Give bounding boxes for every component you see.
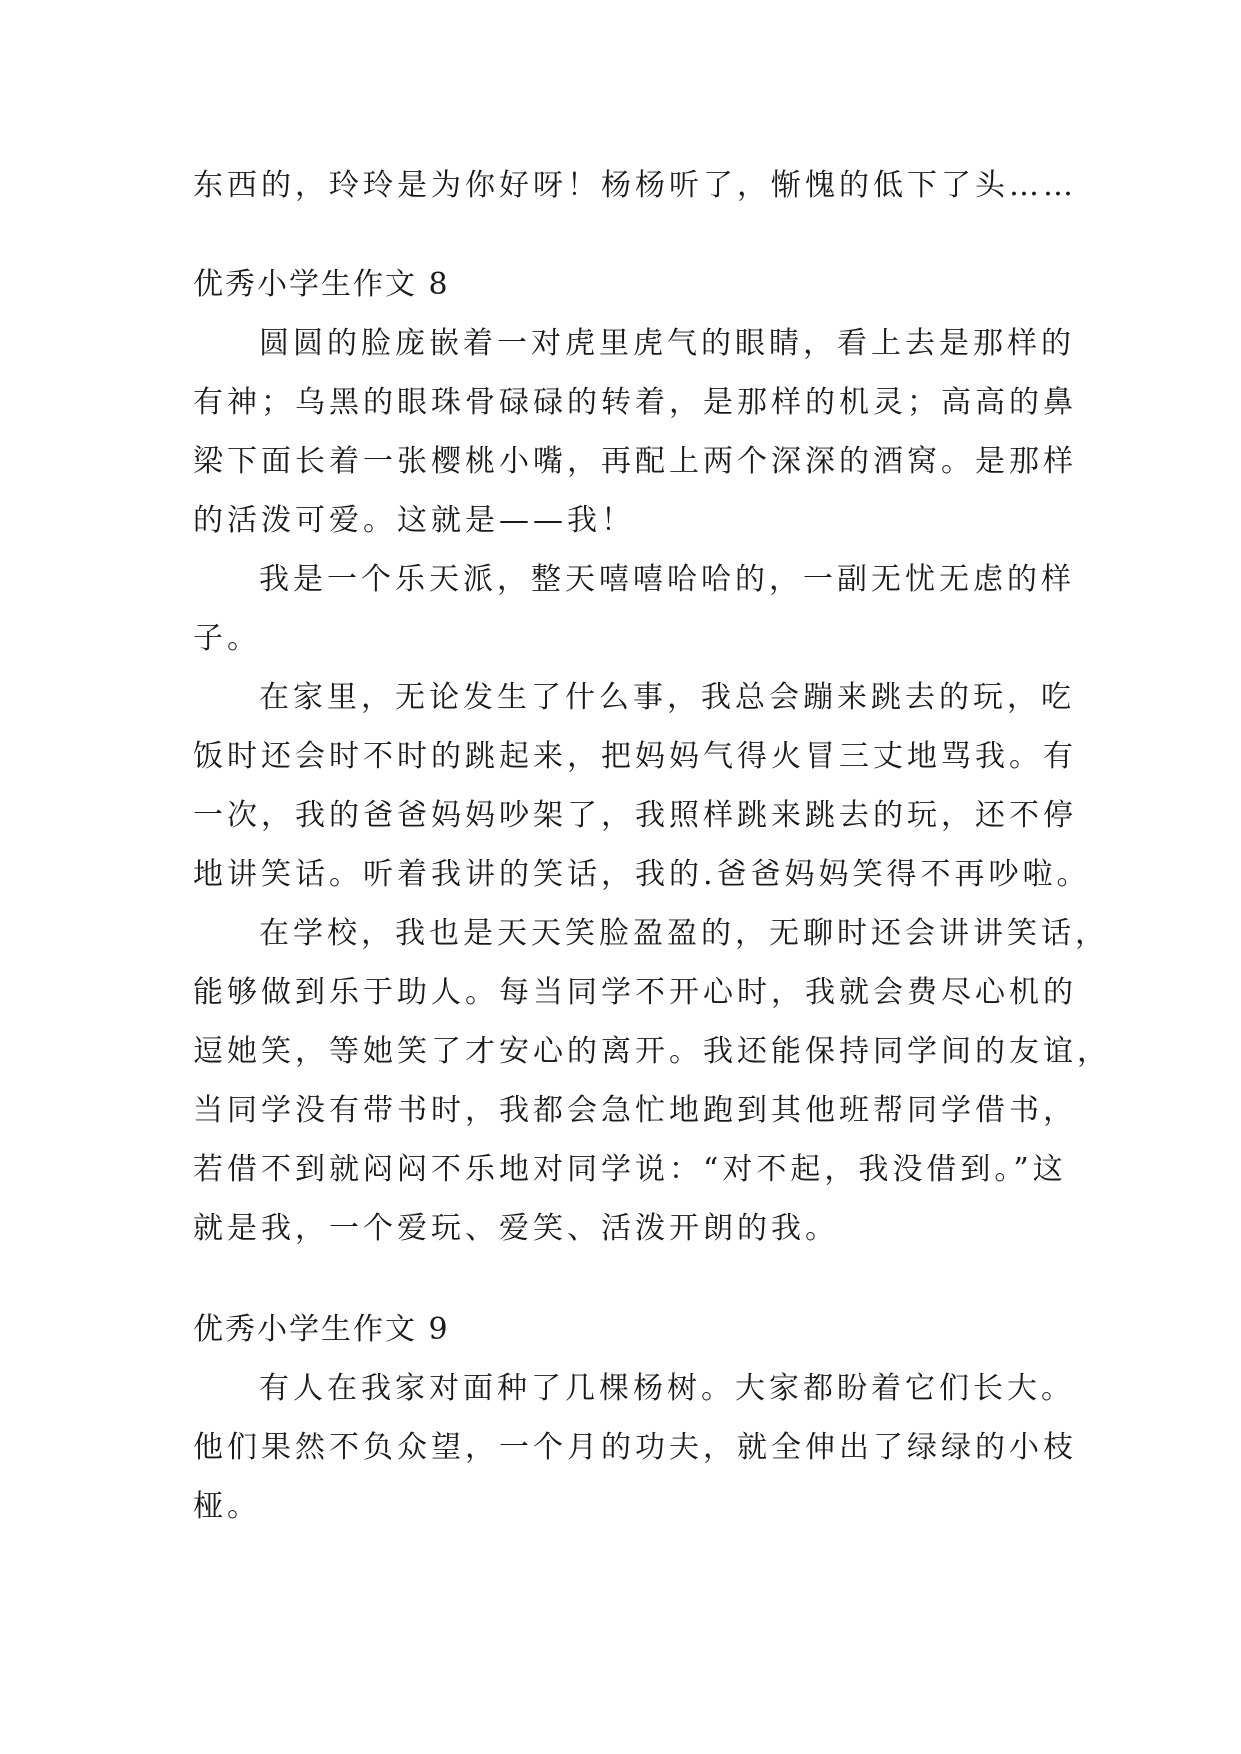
section-8-line: 在家里，无论发生了什么事，我总会蹦来跳去的玩，吃 (259, 680, 1075, 715)
section-8-line: 梁下面长着一张樱桃小嘴，再配上两个深深的酒窝。是那样 (193, 444, 1077, 479)
section-8-line: 若借不到就闷闷不乐地对同学说：“对不起，我没借到。”这 (193, 1152, 1067, 1187)
section-8-line: 逗她笑，等她笑了才安心的离开。我还能保持同学间的友谊， (193, 1034, 1111, 1069)
section-gap (193, 215, 1053, 255)
section-9-line: 桠。 (193, 1489, 261, 1524)
section-8-line: 饭时还会时不时的跳起来，把妈妈气得火冒三丈地骂我。有 (193, 739, 1077, 774)
section-8-line: 在学校，我也是天天笑脸盈盈的，无聊时还会讲讲笑话， (259, 916, 1109, 951)
section-9-line: 他们果然不负众望，一个月的功夫，就全伸出了绿绿的小枝 (193, 1430, 1077, 1465)
section-8-line: 就是我，一个爱玩、爱笑、活泼开朗的我。 (193, 1211, 839, 1246)
section-8-line: 有神；乌黑的眼珠骨碌碌的转着，是那样的机灵；高高的鼻 (193, 385, 1077, 420)
section-8-line: 我是一个乐天派，整天嘻嘻哈哈的，一副无忧无虑的样 (259, 562, 1075, 597)
section-8-title: 优秀小学生作文 8 (193, 267, 450, 302)
section-8-line: 子。 (193, 621, 261, 656)
intro-tail-line: 东西的，玲玲是为你好呀！杨杨听了，惭愧的低下了头…… (193, 168, 1077, 203)
section-8-line: 圆圆的脸庞嵌着一对虎里虎气的眼睛，看上去是那样的 (259, 326, 1075, 361)
section-8-line: 当同学没有带书时，我都会急忙地跑到其他班帮同学借书， (193, 1093, 1077, 1128)
section-8-line: 能够做到乐于助人。每当同学不开心时，我就会费尽心机的 (193, 975, 1077, 1010)
section-gap (193, 1258, 1053, 1300)
text-column (193, 156, 1111, 1536)
section-8-line: 一次，我的爸爸妈妈吵架了，我照样跳来跳去的玩，还不停 (193, 798, 1077, 833)
section-9-title: 优秀小学生作文 9 (193, 1312, 450, 1347)
section-9-line: 有人在我家对面种了几棵杨树。大家都盼着它们长大。 (259, 1371, 1075, 1406)
section-8-line: 的活泼可爱。这就是——我！ (193, 503, 635, 538)
section-8-line: 地讲笑话。听着我讲的笑话，我的.爸爸妈妈笑得不再吵啦。 (193, 857, 1091, 892)
